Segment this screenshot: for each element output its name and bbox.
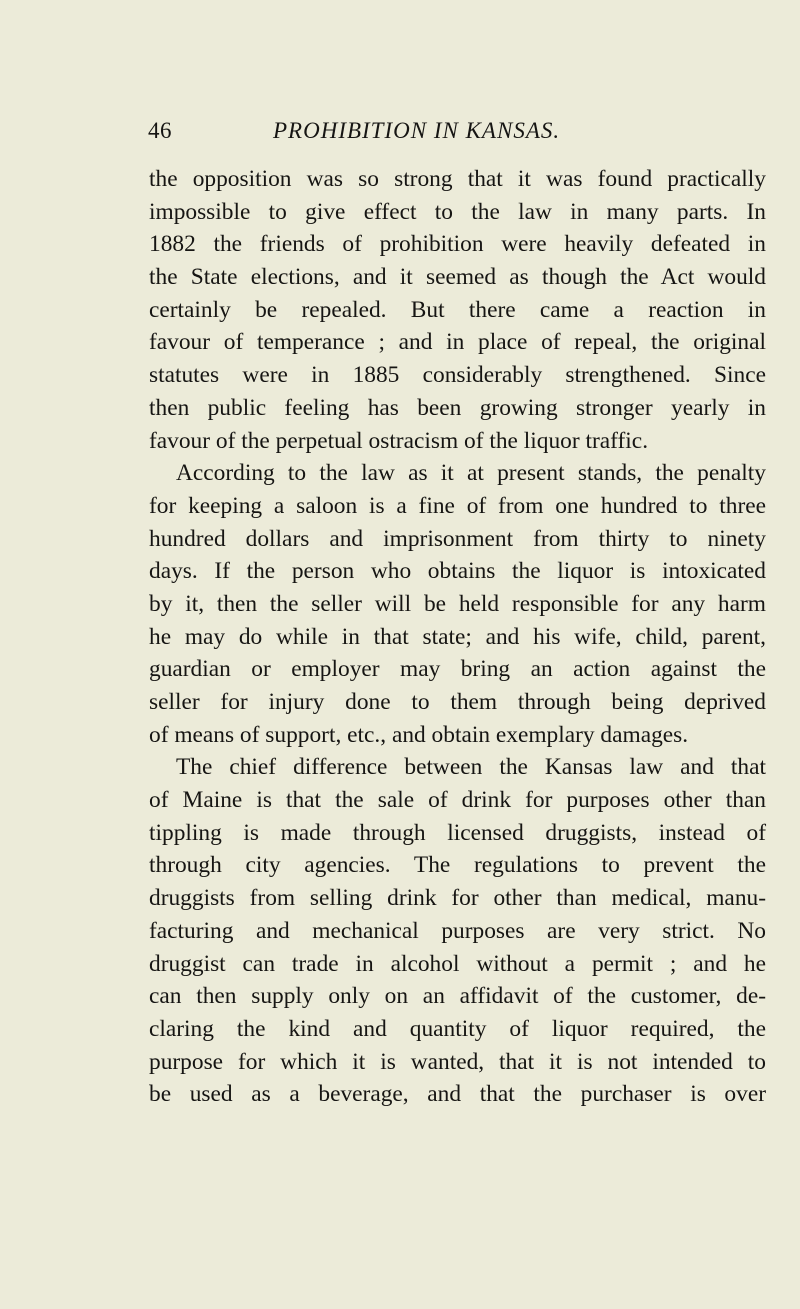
text-line: favour of the perpetual ostracism of the liquor traffic.: [149, 427, 649, 454]
text-line: 1882 the friends of prohibition were heavily defeated in: [149, 231, 766, 258]
page-header: [148, 118, 768, 150]
text-line: According to the law as it at present stands, the penalty: [176, 460, 766, 487]
page-number: 46: [148, 118, 172, 143]
text-line: days. If the person who obtains the liquor is intoxicated: [149, 558, 766, 585]
text-line: hundred dollars and imprisonment from thirty to ninety: [149, 525, 766, 552]
text-line: by it, then the seller will be held responsible for any harm: [149, 590, 766, 617]
text-line: of Maine is that the sale of drink for purposes other than: [149, 787, 766, 814]
text-line: favour of temperance ; and in place of repeal, the original: [149, 329, 766, 356]
text-line: The chief difference between the Kansas law and that: [176, 754, 766, 781]
body-text: [149, 163, 766, 1111]
text-line: be used as a beverage, and that the purchaser is over: [149, 1081, 766, 1108]
text-line: claring the kind and quantity of liquor required, the: [149, 1015, 766, 1042]
text-line: the State elections, and it seemed as though the Act would: [149, 264, 766, 291]
text-line: druggist can trade in alcohol without a permit ; and he: [149, 950, 766, 977]
text-line: of means of support, etc., and obtain exemplary damages.: [149, 721, 689, 748]
text-line: guardian or employer may bring an action against the: [149, 656, 766, 683]
text-line: tippling is made through licensed druggists, instead of: [149, 819, 766, 846]
text-line: through city agencies. The regulations to prevent the: [149, 852, 766, 879]
text-line: druggists from selling drink for other than medical, manu-: [149, 885, 766, 912]
text-line: impossible to give effect to the law in many parts. In: [149, 198, 766, 225]
text-line: for keeping a saloon is a fine of from one hundred to three: [149, 492, 766, 519]
running-title: PROHIBITION IN KANSAS.: [273, 118, 561, 143]
text-line: statutes were in 1885 considerably strengthened. Since: [149, 362, 766, 389]
text-line: purpose for which it is wanted, that it is not intended to: [149, 1048, 766, 1075]
text-line: certainly be repealed. But there came a reaction in: [149, 296, 766, 323]
text-line: seller for injury done to them through being deprived: [149, 689, 766, 715]
text-line: can then supply only on an affidavit of the customer, de-: [149, 983, 766, 1010]
text-line: the opposition was so strong that it was found practically: [149, 166, 766, 192]
text-line: then public feeling has been growing stronger yearly in: [149, 394, 766, 421]
text-line: facturing and mechanical purposes are very strict. No: [149, 917, 766, 944]
text-line: he may do while in that state; and his wife, child, parent,: [149, 623, 766, 650]
